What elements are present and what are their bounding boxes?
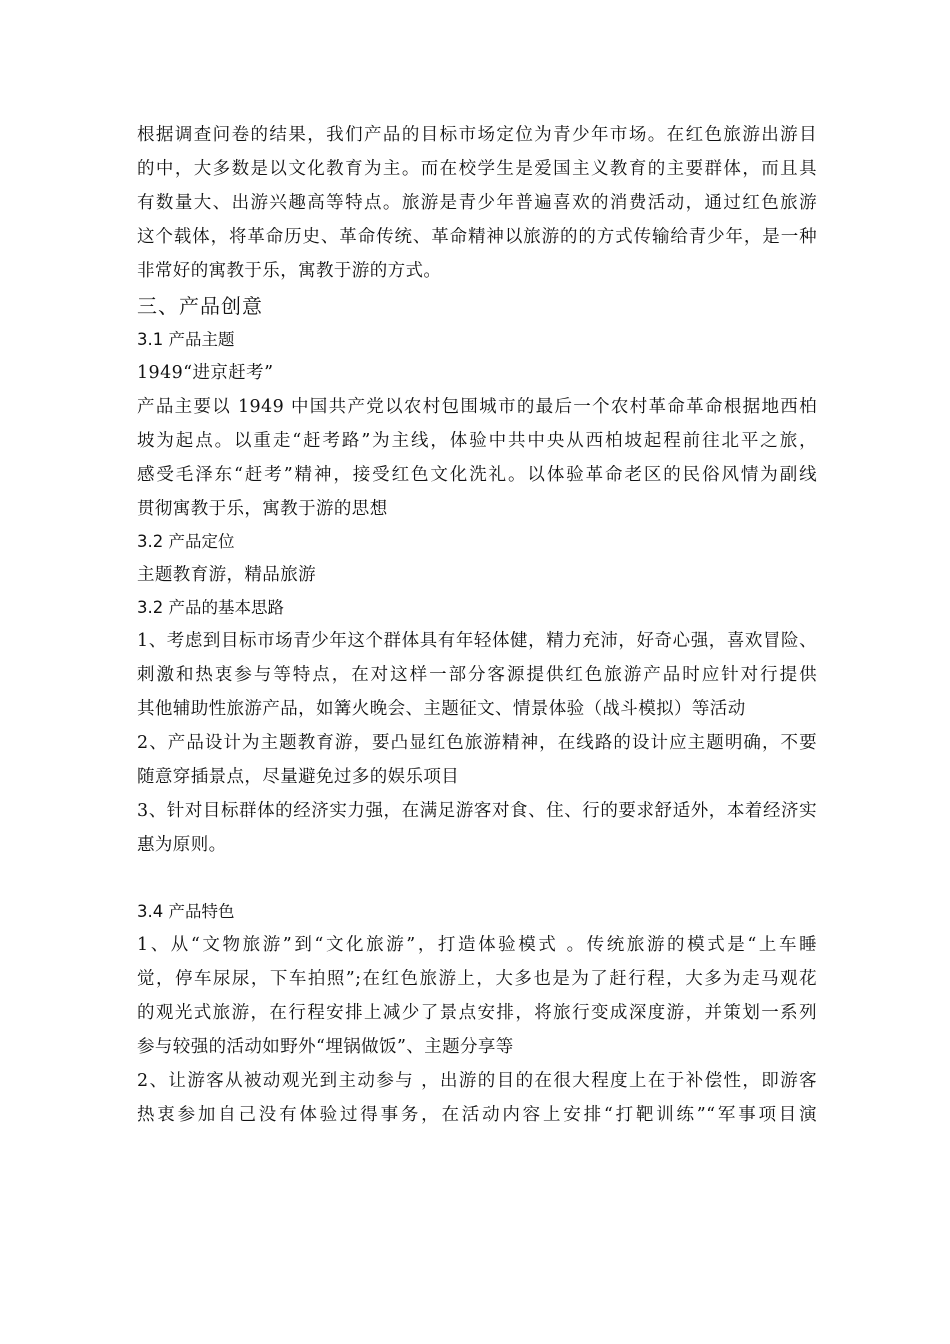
list-item-line: 惠为原则。 <box>137 835 227 855</box>
list-item-line: 其他辅助性旅游产品，如篝火晚会、主题征文、情景体验（战斗模拟）等活动 <box>137 699 746 719</box>
subsection-heading-positioning: 3.2 产品定位 <box>137 532 235 551</box>
document-page <box>137 118 817 1132</box>
theme-name: 1949“进京赶考” <box>137 363 274 383</box>
list-item-line: 1、从“文物旅游”到“文化旅游”，打造体验模式 。传统旅游的模式是“上车睡 <box>137 935 817 955</box>
paragraph-line: 有数量大、出游兴趣高等特点。旅游是青少年普遍喜欢的消费活动，通过红色旅游 <box>137 193 817 213</box>
intro-paragraph <box>137 118 817 288</box>
paragraph-line: 根据调查问卷的结果，我们产品的目标市场定位为青少年市场。在红色旅游出游目 <box>137 125 817 145</box>
list-item-line: 3、针对目标群体的经济实力强，在满足游客对食、住、行的要求舒适外，本着经济实 <box>137 801 817 821</box>
features-list <box>137 928 817 1132</box>
positioning-text: 主题教育游，精品旅游 <box>137 565 316 585</box>
paragraph-line: 非常好的寓教于乐，寓教于游的方式。 <box>137 261 442 281</box>
paragraph-line: 感受毛泽东“赶考”精神，接受红色文化洗礼。以体验革命老区的民俗风情为副线 <box>137 465 817 485</box>
subsection-heading-approach: 3.2 产品的基本思路 <box>137 598 284 617</box>
list-item-line: 热衷参加自己没有体验过得事务，在活动内容上安排“打靶训练”“军事项目演 <box>137 1105 817 1125</box>
list-item-line: 随意穿插景点，尽量避免过多的娱乐项目 <box>137 767 460 787</box>
paragraph-line: 贯彻寓教于乐，寓教于游的思想 <box>137 499 388 519</box>
paragraph-line: 产品主要以 1949 中国共产党以农村包围城市的最后一个农村革命革命根据地西柏 <box>137 397 817 417</box>
list-item-line: 1、考虑到目标市场青少年这个群体具有年轻体健，精力充沛，好奇心强，喜欢冒险、 <box>137 631 817 651</box>
approach-list <box>137 624 817 862</box>
subsection-heading-features: 3.4 产品特色 <box>137 902 235 921</box>
list-item-line: 2、让游客从被动观光到主动参与 ，出游的目的在很大程度上在于补偿性，即游客 <box>137 1071 817 1091</box>
subsection-heading-theme: 3.1 产品主题 <box>137 330 235 349</box>
list-item-line: 的观光式旅游，在行程安排上减少了景点安排，将旅行变成深度游，并策划一系列 <box>137 1003 817 1023</box>
paragraph-line: 这个载体，将革命历史、革命传统、革命精神以旅游的的方式传输给青少年，是一种 <box>137 227 817 247</box>
theme-paragraph <box>137 390 817 526</box>
list-item-line: 2、产品设计为主题教育游，要凸显红色旅游精神，在线路的设计应主题明确，不要 <box>137 733 817 753</box>
paragraph-line: 的中，大多数是以文化教育为主。而在校学生是爱国主义教育的主要群体，而且具 <box>137 159 817 179</box>
blank-line <box>137 862 817 896</box>
list-item-line: 参与较强的活动如野外“埋锅做饭”、主题分享等 <box>137 1037 514 1057</box>
list-item-line: 觉，停车尿尿，下车拍照”;在红色旅游上，大多也是为了赶行程，大多为走马观花 <box>137 969 817 989</box>
list-item-line: 刺激和热衷参与等特点，在对这样一部分客源提供红色旅游产品时应针对行提供 <box>137 665 817 685</box>
section-heading: 三、产品创意 <box>137 294 263 318</box>
paragraph-line: 坡为起点。以重走“赶考路”为主线，体验中共中央从西柏坡起程前往北平之旅， <box>137 431 817 451</box>
